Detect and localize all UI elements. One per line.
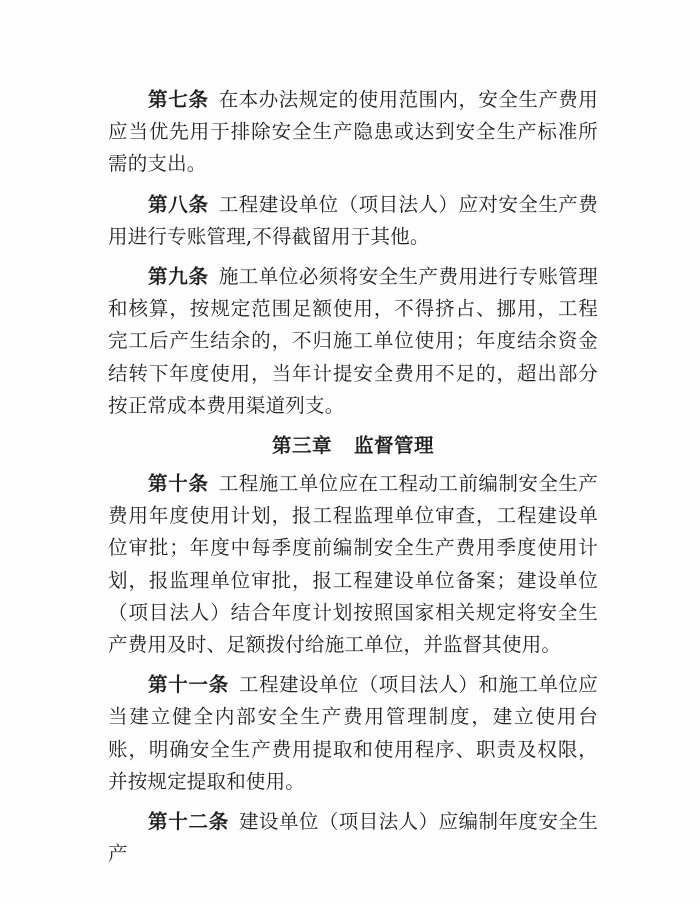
article-text: 工程建设单位（项目法人）和施工单位应当建立健全内部安全生产费用管理制度，建立使用台账，明确安全生产费用提取和使用程序、职责及权限，并按规定提取和使用。 [108,673,598,793]
article-number: 第九条 [148,265,209,289]
article-number: 第七条 [148,88,209,111]
article-7 [108,84,598,181]
article-8 [108,189,598,253]
article-number: 第十一条 [148,673,230,697]
chapter-title: 监督管理 [354,434,435,458]
article-text: 工程施工单位应在工程动工前编制安全生产费用年度使用计划，报工程监理单位审查，工程建设单位审批；年度中每季度前编制安全生产费用季度使用计划，报监理单位审批，报工程建设单位备案；建设单位（项目法人）结合年度计划按照国家相关规定将安全生产费用及时、足额拨付给施工单位，并监督其使用。 [108,472,598,657]
article-text: 建设单位（项目法人）应编制年度安全生产 [108,810,598,866]
article-10 [108,468,598,661]
article-number: 第八条 [148,192,209,216]
article-12 [108,806,598,870]
article-text: 施工单位必须将安全生产费用进行专账管理和核算，按规定范围足额使用，不得挤占、挪用，工程完工后产生结余的，不归施工单位使用；年度结余资金结转下年度使用，当年计提安全费用不足的，超出部分按正常成本费用渠道列支。 [108,265,598,417]
article-11 [108,669,598,798]
article-text: 在本办法规定的使用范围内，安全生产费用应当优先用于排除安全生产隐患或达到安全生产标准所需的支出。 [108,88,598,176]
article-number: 第十条 [148,472,209,496]
document-body [108,84,598,878]
chapter-number: 第三章 [271,434,332,458]
article-text: 工程建设单位（项目法人）应对安全生产费用进行专账管理,不得截留用于其他。 [108,192,598,248]
article-number: 第十二条 [148,810,230,834]
article-9 [108,261,598,422]
chapter-heading [108,430,598,462]
